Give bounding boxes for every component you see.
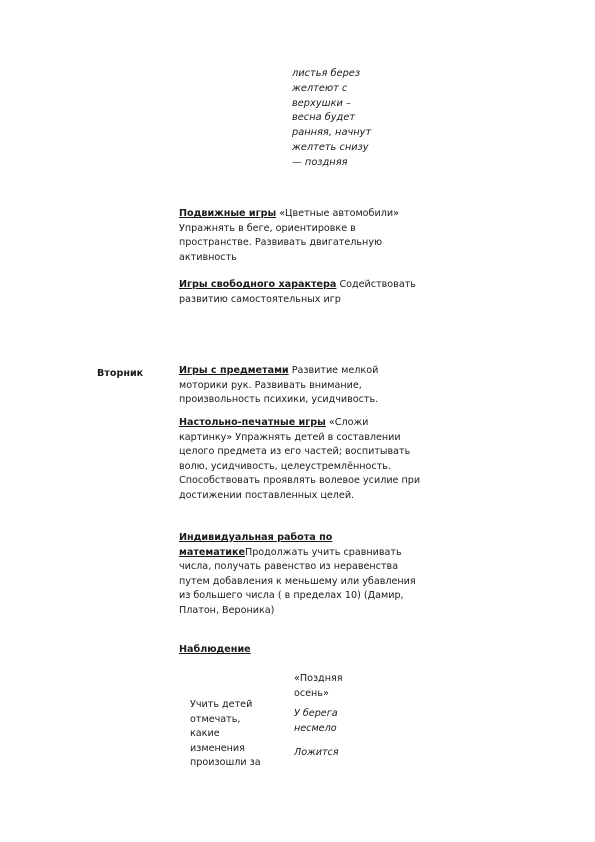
observation-goal: [190, 698, 282, 771]
observation-poem: [294, 672, 364, 761]
goal-line: Учить детей: [190, 699, 253, 710]
poem-line: ранняя, начнут: [292, 127, 372, 139]
object-games-block: [179, 364, 424, 408]
goal-line: изменения: [190, 742, 245, 754]
object-games-heading: Игры с предметами: [179, 365, 289, 376]
poem-line: листья берез: [292, 68, 361, 79]
poem-line: несмело: [294, 722, 337, 734]
free-games-block: [179, 278, 417, 307]
poem-title-line: «Поздняя: [294, 673, 343, 684]
object-games-text: Развитие мелкой моторики рук. Развивать внимание, произвольность психики, усидчивость.: [179, 365, 379, 406]
free-games-heading: Игры свободного характера: [179, 279, 337, 290]
mobile-games-heading: Подвижные игры: [179, 208, 277, 219]
mobile-games-text: «Цветные автомобили» Упражнять в беге, ориентировке в пространстве. Развивать двигательную активность: [179, 208, 399, 263]
poem-line: — поздняя: [292, 156, 348, 168]
free-games-text: Содействовать развитию самостоятельных игр: [179, 279, 416, 305]
goal-line: какие: [190, 728, 220, 740]
poem-line: желтеть снизу: [292, 141, 369, 153]
goal-line: отмечать,: [190, 713, 241, 725]
math-work-text: Продолжать учить сравнивать числа, получать равенство из неравенства путем добавления к меньшему или убавления из большего числа ( в пределах 10) (Дамир, Платон, Вероника): [179, 546, 416, 616]
poem-line: У берега: [294, 708, 338, 720]
day-label: Вторник: [97, 368, 144, 379]
math-work-heading: Индивидуальная работа по математике: [179, 532, 333, 558]
goal-line: произошли за: [190, 757, 261, 769]
observation-block: [179, 643, 424, 658]
poem-line: весна будет: [292, 112, 356, 124]
board-games-block: [179, 416, 424, 504]
mobile-games-block: [179, 207, 424, 265]
observation-heading: Наблюдение: [179, 644, 251, 655]
poem-title-line: осень»: [294, 687, 329, 699]
board-games-heading: Настольно-печатные игры: [179, 417, 326, 428]
poem-title: [294, 672, 364, 701]
math-work-block: [179, 531, 424, 619]
poem-line: верхушки –: [292, 97, 351, 109]
poem-fragment: [292, 67, 402, 171]
poem-line: Ложится: [294, 747, 339, 759]
poem-line: желтеют с: [292, 82, 348, 94]
board-games-text: «Сложи картинку» Упражнять детей в составлении целого предмета из его частей; воспитывать волю, усидчивость, целеустремлённость. Способствовать проявлять волевое усилие при достижении поставленных целей.: [179, 417, 421, 501]
